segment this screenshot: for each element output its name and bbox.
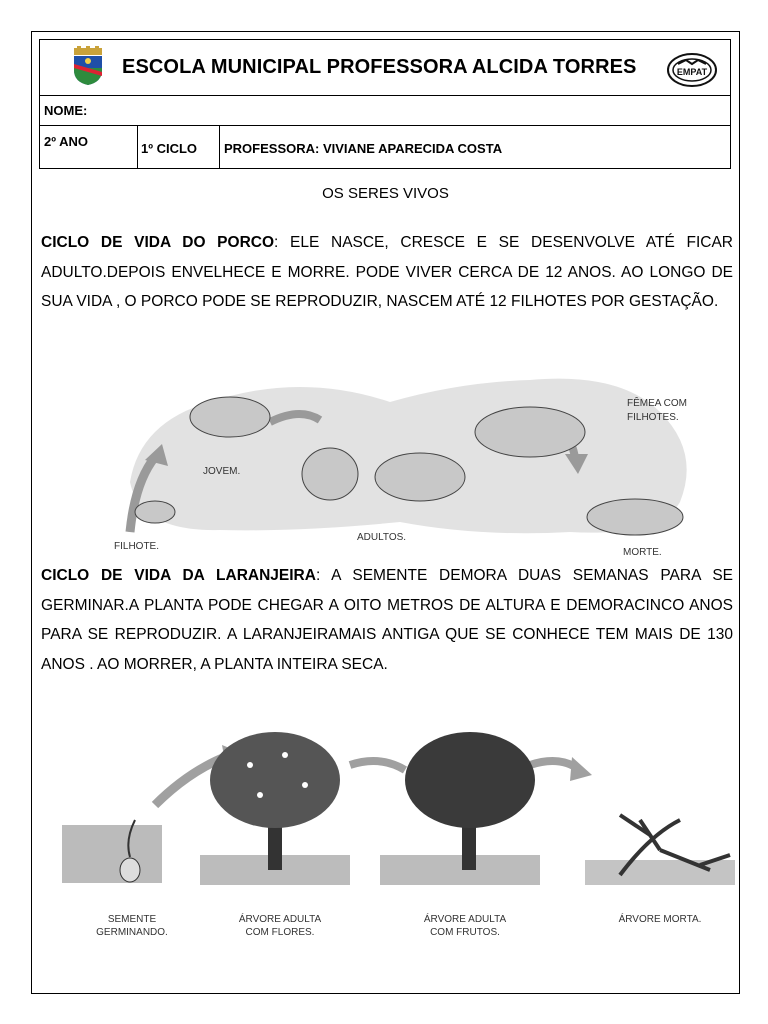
caption-femea-2: FILHOTES. — [627, 412, 679, 423]
school-name: ESCOLA MUNICIPAL PROFESSORA ALCIDA TORRES — [122, 56, 637, 78]
pig-paragraph — [41, 228, 733, 317]
piglet-icon — [135, 501, 175, 523]
flowering-tree-icon — [210, 732, 340, 828]
tree-text: : A SEMENTE DEMORA DUAS SEMANAS PARA SE GERMINAR.A PLANTA PODE CHEGAR A OITO METROS DE ALTURA E DEMORACINCO ANOS PARA SE REPRODUZIR. A LARANJEIRAMAIS ANTIGA QUE SE CONHECE TEM MAIS DE 130 ANOS . AO MORRER, A PLANTA INTEIRA SECA. — [41, 567, 733, 673]
teacher-label: PROFESSORA: VIVIANE APARECIDA COSTA — [224, 141, 503, 156]
caption-semente-1: SEMENTE — [107, 914, 157, 925]
caption-jovem: JOVEM. — [203, 466, 241, 477]
header-table — [39, 39, 731, 169]
tree-heading: CICLO DE VIDA DA LARANJEIRA — [41, 567, 316, 584]
caption-morte: MORTE. — [623, 547, 662, 558]
pig-text: : ELE NASCE, CRESCE E SE DESENVOLVE ATÉ FICAR ADULTO.DEPOIS ENVELHECE E MORRE. PODE VIVER CERCA DE 12 ANOS. AO LONGO DE SUA VIDA , O PORCO PODE SE REPRODUZIR, NASCEM ATÉ 12 FILHOTES POR GESTAÇÃO. — [41, 234, 733, 310]
tree-paragraph — [41, 561, 733, 679]
caption-frutos-2: COM FRUTOS. — [430, 927, 500, 938]
seed-soil-icon — [62, 825, 162, 883]
caption-flores-1: ÁRVORE ADULTA — [238, 914, 322, 925]
school-logo-icon — [666, 52, 718, 88]
sow-with-piglets-icon — [475, 407, 585, 457]
seed-icon — [120, 858, 140, 882]
header-title-row — [40, 40, 730, 96]
adult-pig-icon — [302, 448, 358, 500]
name-row — [40, 96, 730, 126]
orange-tree-life-cycle-illustration — [60, 725, 740, 938]
arrow-icon — [350, 761, 405, 770]
caption-femea-1: FÊMEA COM — [627, 398, 688, 409]
caption-morta: ÁRVORE MORTA. — [618, 914, 702, 925]
adult-pig-icon — [375, 453, 465, 501]
pig-heading: CICLO DE VIDA DO PORCO — [41, 234, 275, 251]
page-title: OS SERES VIVOS — [322, 185, 449, 202]
caption-adultos: ADULTOS. — [357, 532, 407, 543]
caption-filhote: FILHOTE. — [114, 541, 160, 552]
caption-semente-2: GERMINANDO. — [96, 927, 168, 938]
caption-flores-2: COM FLORES. — [245, 927, 315, 938]
fruiting-tree-icon — [405, 732, 535, 828]
caption-frutos-1: ÁRVORE ADULTA — [423, 914, 507, 925]
dead-pig-icon — [587, 499, 683, 535]
pig-life-cycle-illustration — [100, 362, 700, 558]
school-logo-text: EMPAT — [676, 67, 708, 77]
class-info-row — [40, 126, 730, 168]
name-label: NOME: — [44, 103, 88, 118]
young-pig-icon — [190, 397, 270, 437]
worksheet-page — [31, 31, 740, 994]
cell-divider — [219, 126, 220, 168]
cell-divider — [137, 126, 138, 168]
cycle-label: 1º CICLO — [141, 141, 198, 156]
grade-label: 2º ANO — [44, 134, 88, 149]
city-crest-icon — [68, 46, 108, 86]
